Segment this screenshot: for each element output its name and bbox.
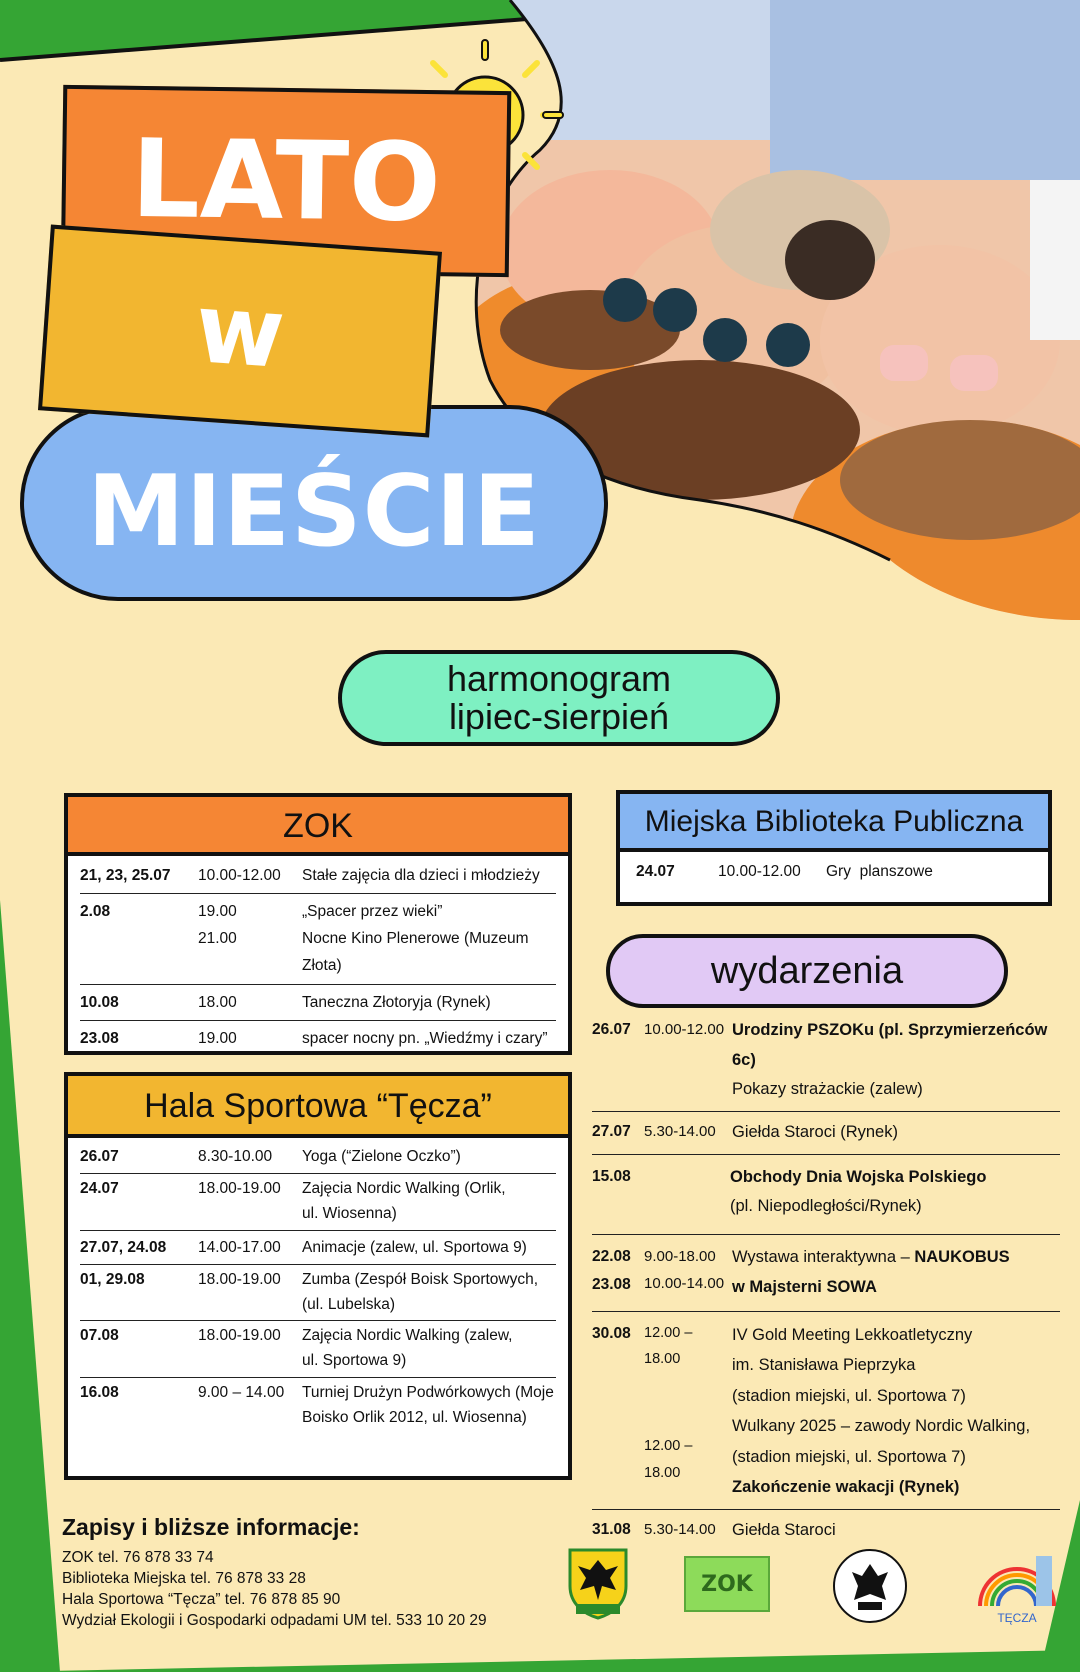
tecza-logo (974, 1546, 1060, 1626)
event-desc (730, 1163, 1060, 1222)
event-date: 31.08 (592, 1520, 631, 1538)
row-date: 27.07, 24.08 (80, 1238, 167, 1256)
event-date: 27.07 (592, 1123, 631, 1141)
row-time: 18.00-19.00 (198, 1270, 281, 1288)
table-row (80, 1231, 556, 1265)
row-date: 24.07 (80, 1180, 119, 1198)
wydarzenia-pill (606, 934, 1008, 1008)
table-row (80, 894, 556, 984)
zok-panel (64, 793, 572, 1055)
event-desc-main (732, 1243, 1060, 1273)
tecza-logo-text: TĘCZA (997, 1611, 1037, 1625)
table-row (80, 1140, 556, 1174)
biblioteka-heading: Miejska Biblioteka Publiczna (620, 794, 1048, 852)
table-row (80, 1021, 556, 1056)
subtitle-line1: harmonogram (446, 658, 672, 699)
title-w: w (191, 272, 289, 390)
zok-logo (684, 1556, 770, 1612)
row-date: 16.08 (80, 1384, 119, 1402)
row-desc: Taneczna Złotoryja (Rynek) (302, 993, 491, 1011)
row-date: 24.07 (636, 863, 675, 880)
row-time (198, 898, 302, 979)
corner-decoration-left (0, 900, 60, 1672)
row-date: 01, 29.08 (80, 1270, 145, 1288)
table-row (80, 1265, 556, 1322)
row-desc: Stałe zajęcia dla dzieci i młodzieży (302, 867, 540, 884)
coat-of-arms-logo (566, 1546, 630, 1620)
event-desc-line: IV Gold Meeting Lekkoatletyczny (732, 1325, 973, 1344)
row-date: 10.08 (80, 993, 119, 1011)
event-time: 5.30-14.00 (644, 1123, 716, 1141)
event-desc-sub: (pl. Niepodległości/Rynek) (730, 1197, 922, 1216)
event-desc: Giełda Staroci (Rynek) (732, 1123, 898, 1142)
table-row (80, 858, 556, 894)
event-desc-main: Obchody Dnia Wojska Polskiego (730, 1167, 987, 1186)
event-desc-line: Zakończenie wakacji (Rynek) (732, 1478, 960, 1497)
event-desc-sub: Pokazy strażackie (zalew) (732, 1080, 923, 1099)
footer-line: Wydział Ekologii i Gospodarki odpadami UM tel. 533 10 20 29 (62, 1612, 487, 1629)
row-desc: Zumba (Zespół Boisk Sportowych, (ul. Lubelska) (302, 1270, 539, 1313)
row-desc-1: „Spacer przez wieki” (302, 903, 443, 921)
row-desc: Zajęcia Nordic Walking (Orlik, ul. Wiosenna) (302, 1180, 506, 1222)
row-time: 18.00-19.00 (198, 1327, 281, 1345)
event-desc-line: im. Stanisława Pieprzyka (732, 1356, 916, 1375)
event-desc-line: (stadion miejski, ul. Sportowa 7) (732, 1386, 966, 1405)
row-date: 23.08 (80, 1029, 119, 1047)
event-time: 10.00-12.00 (644, 1021, 725, 1038)
event-time: 10.00-14.00 (644, 1275, 725, 1293)
event-date: 22.08 (592, 1248, 631, 1266)
event-time: 5.30-14.00 (644, 1520, 716, 1538)
row-time: 8.30-10.00 (198, 1148, 273, 1165)
row-desc (302, 898, 556, 979)
event-desc (732, 1016, 1060, 1105)
footer-line: ZOK tel. 76 878 33 74 (62, 1549, 214, 1566)
event-time: 9.00-18.00 (644, 1248, 716, 1266)
event-desc-main: Urodziny PSZOKu (pl. Sprzymierzeńców 6c) (732, 1021, 1048, 1069)
wydarzenia-heading: wydarzenia (710, 949, 904, 992)
row-time: 19.00 (198, 1029, 237, 1047)
event-desc-sub: w Majsterni SOWA (732, 1277, 877, 1296)
event-time: 12.00 – 18.00 (644, 1438, 693, 1481)
row-time: 10.00-12.00 (718, 863, 801, 880)
footer-line: Hala Sportowa “Tęcza” tel. 76 878 85 90 (62, 1591, 341, 1608)
row-desc: Gry planszowe (826, 863, 933, 880)
table-row (80, 1321, 556, 1378)
event-desc-text: Wystawa interaktywna – (732, 1248, 915, 1267)
row-desc: Zajęcia Nordic Walking (zalew, ul. Sportowa 9) (302, 1327, 513, 1370)
list-item (592, 1312, 1060, 1510)
list-item (592, 1235, 1060, 1311)
library-logo (830, 1546, 910, 1626)
row-date: 26.07 (80, 1148, 119, 1165)
row-desc: Turniej Drużyn Podwórkowych (Moje Boisko Orlik 2012, ul. Wiosenna) (302, 1384, 554, 1426)
event-time (644, 1163, 730, 1222)
event-date: 23.08 (592, 1276, 631, 1294)
row-desc: Yoga (“Zielone Oczko”) (302, 1148, 461, 1165)
row-desc-2: Nocne Kino Plenerowe (Muzeum Złota) (302, 930, 529, 975)
row-time: 9.00 – 14.00 (198, 1384, 285, 1402)
row-time: 14.00-17.00 (198, 1238, 281, 1256)
row-date: 21, 23, 25.07 (80, 867, 171, 884)
event-time-group (644, 1320, 732, 1503)
row-time-2: 21.00 (198, 930, 237, 948)
row-desc: spacer nocny pn. „Wiedźmy i czary” (302, 1029, 548, 1047)
event-desc-line: (stadion miejski, ul. Sportowa 7) (732, 1447, 966, 1466)
zok-logo-text: ZOK (701, 1571, 753, 1597)
event-desc (732, 1320, 1060, 1503)
list-item (592, 1012, 1060, 1112)
event-desc-bold: NAUKOBUS (914, 1248, 1010, 1267)
biblioteka-panel (616, 790, 1052, 906)
table-row (80, 1174, 556, 1231)
table-row (80, 985, 556, 1021)
event-time: 12.00 – 18.00 (644, 1324, 693, 1368)
row-desc: Animacje (zalew, ul. Sportowa 9) (302, 1238, 527, 1256)
list-item (592, 1155, 1060, 1235)
corner-decoration-bottom (0, 1640, 1080, 1672)
list-item (592, 1112, 1060, 1155)
table-row (636, 852, 1032, 891)
subtitle-line2: lipiec-sierpień (448, 696, 670, 737)
event-date: 26.07 (592, 1021, 631, 1038)
row-date: 07.08 (80, 1327, 119, 1345)
footer-info (62, 1514, 562, 1631)
event-date-group (592, 1243, 644, 1302)
event-time-group (644, 1243, 732, 1302)
zok-heading: ZOK (68, 797, 568, 856)
event-desc (732, 1243, 1060, 1302)
footer-line: Biblioteka Miejska tel. 76 878 33 28 (62, 1570, 306, 1587)
title-lato: LATO (130, 116, 442, 246)
event-date: 30.08 (592, 1324, 631, 1342)
row-time: 10.00-12.00 (198, 867, 281, 884)
event-desc-line: Wulkany 2025 – zawody Nordic Walking, (732, 1417, 1031, 1436)
event-desc: Giełda Staroci (732, 1520, 836, 1539)
table-row (80, 1378, 556, 1434)
row-time: 18.00-19.00 (198, 1180, 281, 1198)
event-date: 15.08 (592, 1167, 631, 1185)
hala-heading: Hala Sportowa “Tęcza” (68, 1076, 568, 1138)
wydarzenia-list (592, 1012, 1060, 1551)
footer-heading: Zapisy i bliższe informacje: (62, 1514, 360, 1540)
row-date: 2.08 (80, 903, 111, 921)
row-time: 18.00 (198, 993, 237, 1011)
hala-panel (64, 1072, 572, 1480)
row-time-1: 19.00 (198, 903, 237, 921)
subtitle-pill (338, 650, 780, 746)
title-miescie: MIEŚCIE (87, 455, 541, 569)
title-w-box (38, 225, 442, 438)
